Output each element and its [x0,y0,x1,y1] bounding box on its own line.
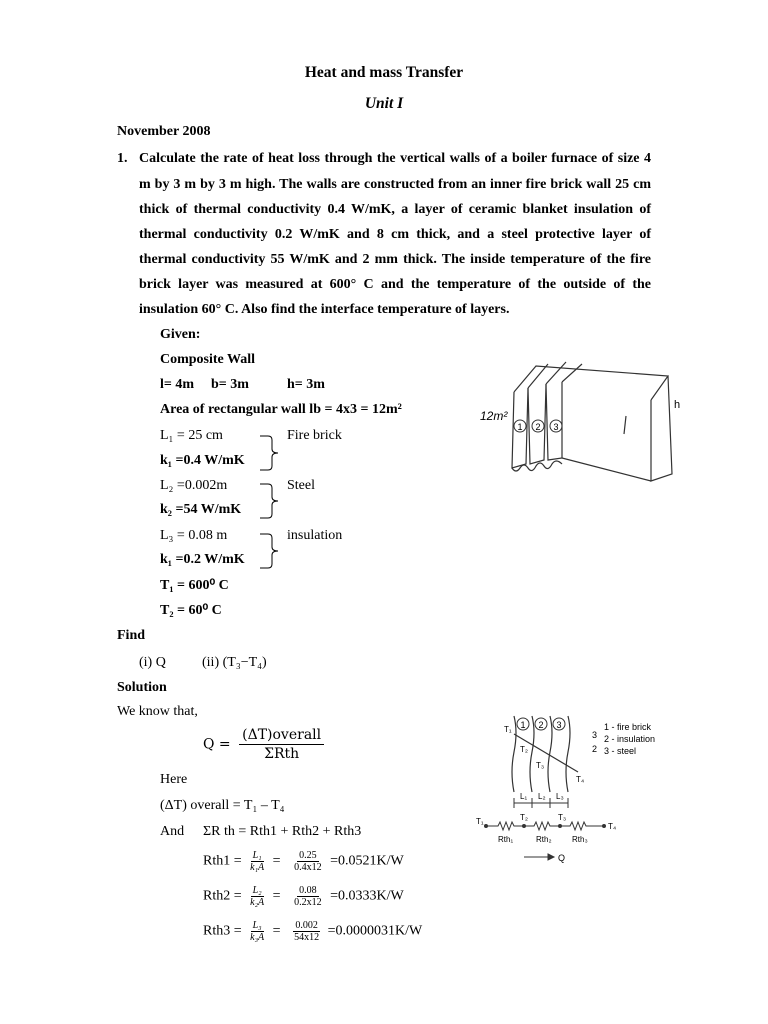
rth1-symbolic [248,850,266,873]
rth2-numeric [292,885,324,908]
layer1-label: Fire brick [287,428,342,443]
here-label: Here [160,772,188,787]
fig1-area: 12m² [480,409,508,423]
find-heading: Find [117,628,146,643]
fig2-L3: L₃ [556,792,564,801]
node-1 [484,824,488,828]
fig2-legend-2: 2 - insulation [604,734,656,744]
composite-wall: Composite Wall [160,352,256,367]
fig2-n1: 1 [520,720,526,730]
node-3 [558,824,562,828]
dim-l: l= 4m [160,377,195,392]
rth2-fden: k₂A [250,897,265,908]
given-heading: Given: [160,327,201,342]
rth2-row: Rth2 = $\frac{\text{L₂}}{\text{k₂A}}$ = $\frac{0.08}{0.2x12}$ =0.0333K/W [203,885,404,908]
fig2-T3: T₃ [536,761,545,770]
layer3-k: k₁ =0.2 W/mK [160,552,245,567]
brace-1 [260,436,278,470]
brace-3 [260,534,278,568]
question-line-4: thermal conductivity 0.2 W/mK and 8 cm thick, and a steel protective layer of [139,227,651,242]
rth2-nden: 0.2x12 [294,897,322,908]
fig1-n3: 3 [553,422,559,432]
rth1-fnum: L₁ [252,850,262,861]
wall-bottom-edge [562,458,651,481]
rth3-nden: 54x12 [294,932,320,943]
delta-t-line: (ΔT) overall = T₁ – T₄ [160,798,285,813]
fig2-legend-1: 1 - fire brick [604,722,652,732]
brace-group [256,430,288,580]
q-den: ΣRth [264,746,300,762]
layer1-k: k₁ =0.4 W/mK [160,453,245,468]
layer2-L: L₂ =0.002m [160,478,228,493]
date-label: November 2008 [117,124,211,139]
solution-heading: Solution [117,680,167,695]
fig1-n2: 2 [535,422,541,432]
wall-top-edge [514,366,668,400]
rth1-nden: 0.4x12 [294,862,322,873]
rth2-nnum: 0.08 [299,885,317,896]
fig2-R2: Rth₂ [536,835,552,844]
q-formula [203,726,328,763]
question-line-7: insulation 60° C. Also find the interface temperature of layers. [139,302,510,317]
inner-line [624,416,626,434]
question-line-6: brick layer was measured at 600° C and the temperature of the outside of the [139,277,651,292]
fig2-R1: Rth₁ [498,835,514,844]
wall-right-face [651,376,672,481]
fig2-T4: T₄ [576,775,585,784]
rth3-fnum: L₃ [252,920,262,931]
rth2-fnum: L₂ [252,885,262,896]
rth3-numeric [292,920,321,943]
fig2-rT3: T₃ [558,813,567,822]
rth2-lhs: Rth2 = [203,888,242,904]
fig2-R3: Rth₃ [572,835,588,844]
fig1-h: h [674,399,681,411]
rth1-lhs: Rth1 = [203,853,242,869]
dim-b: b= 3m [211,377,249,392]
q-lhs: Q = [203,736,231,753]
fig2-legend-num-2: 2 [592,744,598,754]
fig2-L1: L₁ [520,792,528,801]
sum-r-line: ΣR th = Rth1 + Rth2 + Rth3 [203,824,362,839]
temperature-profile-figure [476,702,706,872]
rth1-result: =0.0521K/W [330,853,404,869]
dim-h: h= 3m [287,377,325,392]
rth3-lhs: Rth3 = [203,923,242,939]
fig2-rT2: T₂ [520,813,528,822]
rth2-symbolic [248,885,266,908]
layer3-label: insulation [287,528,343,543]
fig2-T1: T₁ [504,725,512,734]
layer2-k: k₂ =54 W/mK [160,502,242,517]
area-line: Area of rectangular wall lb = 4x3 = 12m² [160,402,402,417]
rth3-row: Rth3 = $\frac{\text{L₃}}{\text{k₃A}}$ = $\frac{0.002}{54x12}$ =0.0000031K/W [203,920,423,943]
fig2-rT4: T₄ [608,822,617,831]
wall-figure [476,356,696,486]
brace-2 [260,484,278,518]
layer-1-boundary [512,716,516,792]
fig2-L2: L₂ [538,792,546,801]
we-know: We know that, [117,704,198,719]
find-ii: (ii) (T₃−T₄) [202,655,267,670]
unit-title: Unit I [364,95,404,112]
fig2-T2: T₂ [520,745,528,754]
rth3-nnum: 0.002 [295,920,318,931]
question-line-2: m by 3 m by 3 m high. The walls are constructed from an inner fire brick wall 25 cm [139,177,651,192]
question-line-3: thick of thermal conductivity 0.4 W/mK, a layer of ceramic blanket insulation of [139,202,651,217]
fig2-n3: 3 [556,720,562,730]
rth1-fden: k₁A [250,862,265,873]
layer-4-boundary [566,716,570,792]
layer2-label: Steel [287,478,315,493]
node-2 [522,824,526,828]
layer3-L: L₃ = 0.08 m [160,528,228,543]
T1-value: T₁ = 600⁰ C [160,578,229,593]
fig2-legend-3: 3 - steel [604,746,637,756]
node-4 [602,824,606,828]
T2-value: T₂ = 60⁰ C [160,603,222,618]
rth2-result: =0.0333K/W [330,888,404,904]
fig2-rT1: T₁ [476,817,484,826]
q-num: (ΔT)overall [239,726,324,745]
fig2-legend-num-3: 3 [592,730,598,740]
find-i: (i) Q [139,655,166,670]
layer-2-boundary [530,716,534,792]
fig2-n2: 2 [538,720,544,730]
and-label: And [160,824,185,839]
rth1-nnum: 0.25 [299,850,317,861]
question-line-1: Calculate the rate of heat loss through the vertical walls of a boiler furnace of size 4 [139,151,651,166]
fig2-Q: Q [558,853,566,863]
rth3-fden: k₃A [250,932,265,943]
rth3-symbolic [248,920,266,943]
fig1-n1: 1 [517,422,523,432]
q-arrow-head [548,854,554,860]
page-title: Heat and mass Transfer [304,64,464,81]
rth1-numeric [292,850,324,873]
resistor-chain [486,822,604,830]
layer1-L: L₁ = 25 cm [160,428,223,443]
rth1-row: Rth1 = $\frac{\text{L₁}}{\text{k₁A}}$ = $\frac{0.25}{0.4x12}$ =0.0521K/W [203,850,404,873]
question-line-5: thermal conductivity 55 W/mK and 2 mm thick. The inside temperature of the fire [139,252,651,267]
question-number: 1. [117,151,128,166]
q-fraction [239,726,324,763]
rth3-result: =0.0000031K/W [327,923,423,939]
